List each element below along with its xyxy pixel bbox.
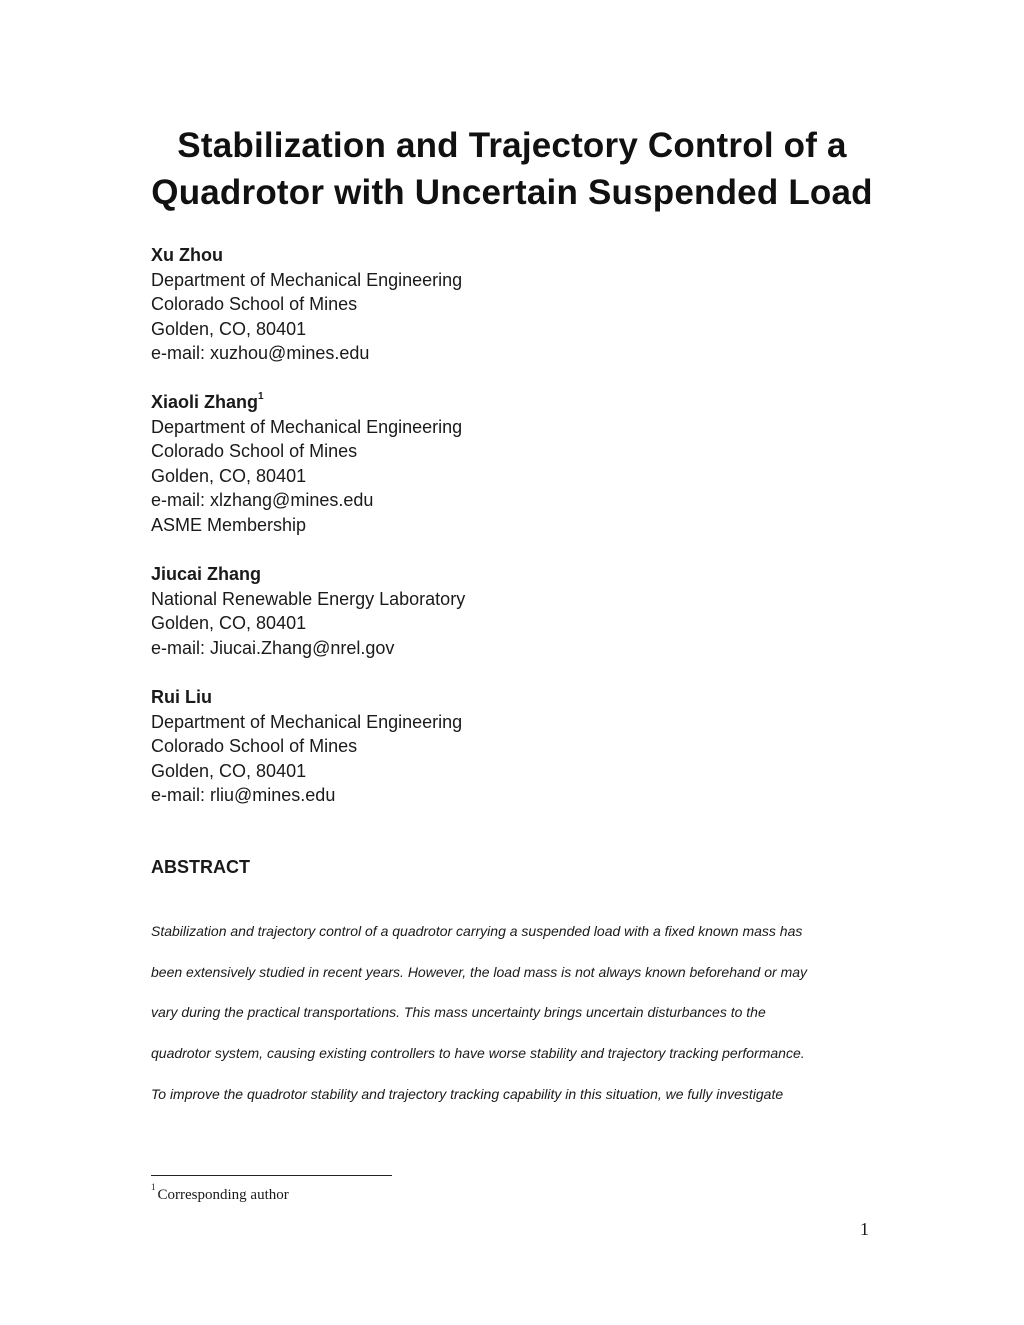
author-address: Golden, CO, 80401	[151, 318, 307, 339]
author-institution: Colorado School of Mines	[151, 736, 358, 756]
abstract-line: quadrotor system, causing existing controllers to have worse stability and trajectory tracking performance.	[151, 1045, 805, 1062]
footnote-divider	[151, 1175, 392, 1176]
author-institution: National Renewable Energy Laboratory	[151, 588, 466, 609]
paper-title	[0, 122, 1024, 216]
author-department: Department of Mechanical Engineering	[151, 416, 463, 437]
abstract-line: been extensively studied in recent years. However, the load mass is not always known beforehand or may	[151, 963, 808, 980]
author-email: e-mail: xlzhang@mines.edu	[151, 490, 374, 510]
author-institution: Colorado School of Mines	[151, 294, 358, 314]
abstract-line: vary during the practical transportations. This mass uncertainty brings uncertain disturbances to the	[151, 1004, 766, 1021]
author-name	[151, 390, 462, 415]
footnote	[151, 1182, 289, 1204]
author-address: Golden, CO, 80401	[151, 465, 307, 486]
author-department: Department of Mechanical Engineering	[151, 269, 463, 290]
author-address: Golden, CO, 80401	[151, 760, 307, 781]
author-block-rui-liu	[151, 685, 462, 808]
author-email: e-mail: Jiucai.Zhang@nrel.gov	[151, 637, 395, 658]
author-institution: Colorado School of Mines	[151, 441, 358, 461]
footnote-mark: 1	[151, 1182, 156, 1192]
author-block-xu-zhou	[151, 243, 462, 366]
title-line-2: Quadrotor with Uncertain Suspended Load	[151, 173, 873, 212]
author-block-jiucai-zhang	[151, 562, 465, 660]
abstract-heading: ABSTRACT	[151, 857, 250, 877]
abstract-body	[151, 920, 891, 1123]
author-email: e-mail: rliu@mines.edu	[151, 785, 336, 805]
corresponding-author-mark: 1	[258, 391, 264, 402]
author-name: Rui Liu	[151, 687, 212, 707]
author-block-xiaoli-zhang	[151, 390, 462, 537]
author-name: Xu Zhou	[151, 245, 223, 265]
footnote-text: Corresponding author	[157, 1187, 289, 1203]
abstract-line: Stabilization and trajectory control of a quadrotor carrying a suspended load with a fixed known mass has	[151, 923, 803, 939]
author-membership: ASME Membership	[151, 514, 307, 535]
author-department: Department of Mechanical Engineering	[151, 711, 463, 732]
author-email: e-mail: xuzhou@mines.edu	[151, 343, 370, 363]
author-address: Golden, CO, 80401	[151, 613, 307, 633]
author-name: Jiucai Zhang	[151, 564, 262, 584]
author-name-text: Xiaoli Zhang	[151, 392, 259, 412]
abstract-line: To improve the quadrotor stability and trajectory tracking capability in this situation, we fully investigate	[151, 1085, 784, 1102]
title-line-1: Stabilization and Trajectory Control of a	[177, 126, 847, 165]
page-number: 1	[860, 1219, 869, 1239]
